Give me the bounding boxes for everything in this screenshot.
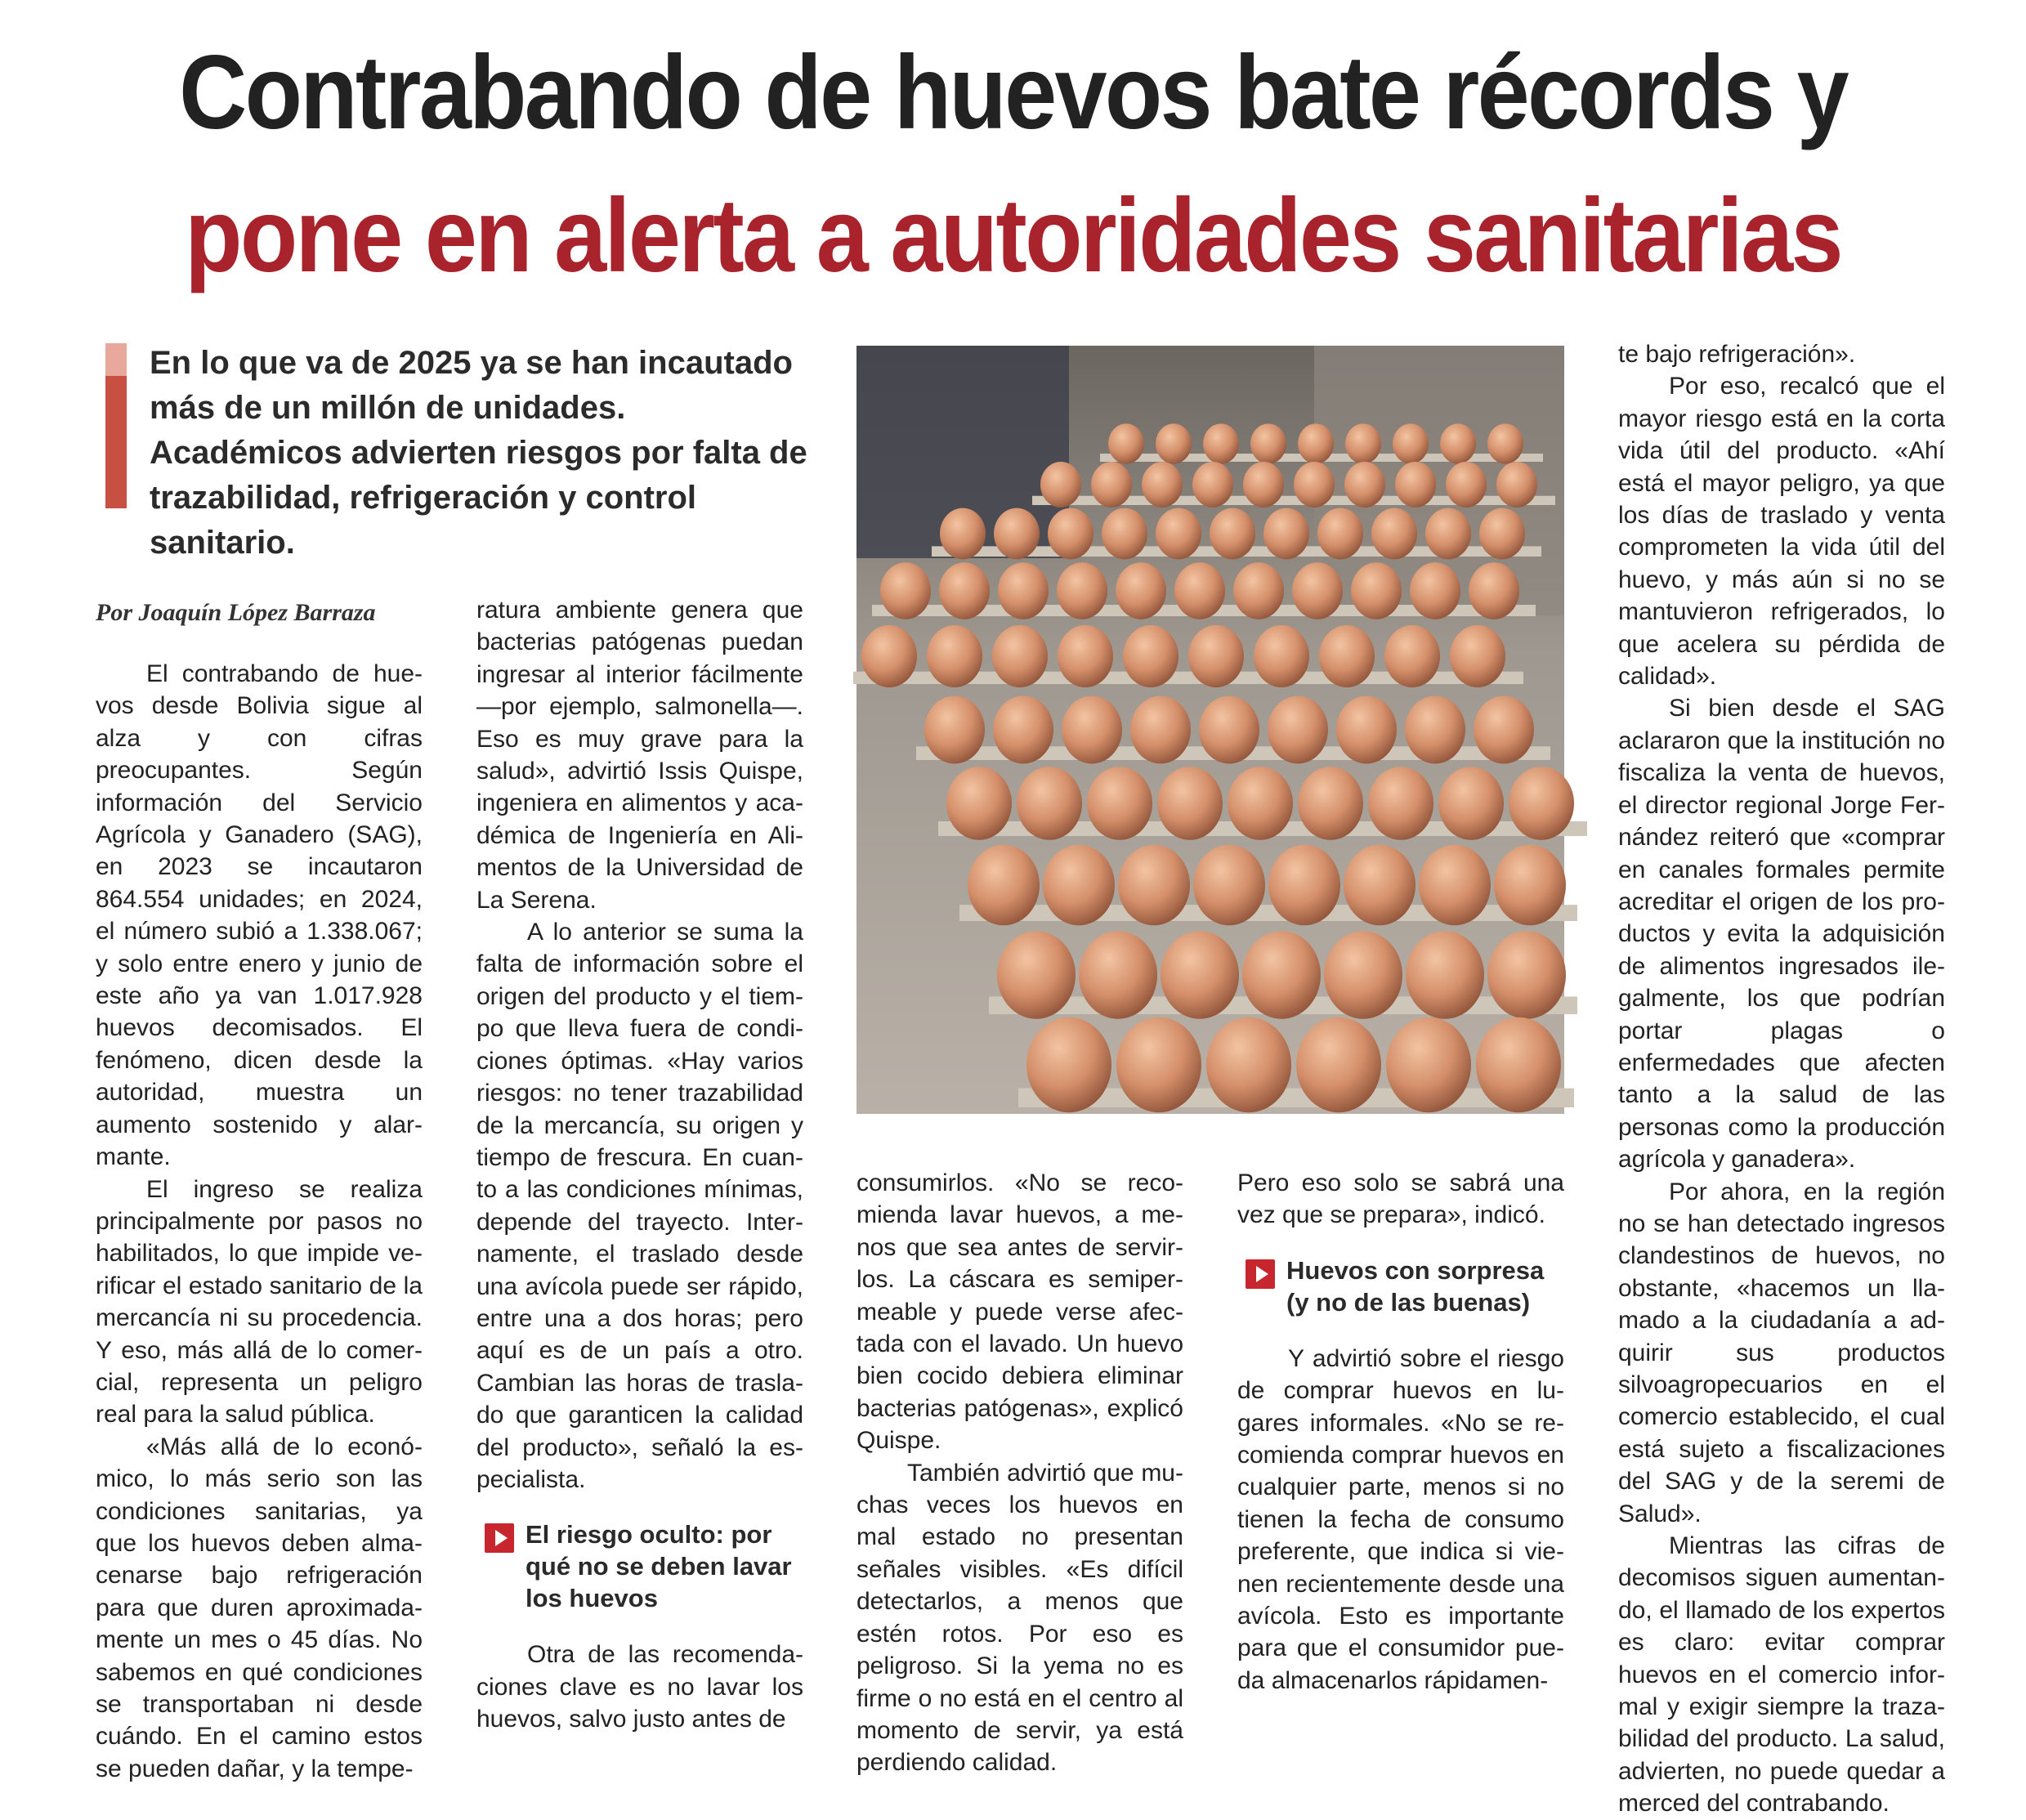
egg xyxy=(1048,508,1094,560)
egg xyxy=(927,625,982,687)
egg xyxy=(880,562,931,619)
paragraph: «Más allá de lo económico, lo más serio son las condiciones sanitarias, ya que los huevos deben almacenarse bajo refrigeración para que duren aproximadamente un mes o 45 días. No sabemos en qué condiciones se transportaban ni desde cuándo. En el camino estos se pueden dañar, y la tempe- xyxy=(96,1433,423,1782)
egg xyxy=(1268,845,1340,926)
egg xyxy=(1438,767,1504,840)
egg xyxy=(1157,767,1223,840)
paragraph: te bajo refrigeración». xyxy=(1618,341,1856,368)
egg xyxy=(1479,508,1525,560)
subheading-hidden-risk xyxy=(485,1518,803,1614)
egg xyxy=(1206,1017,1291,1112)
egg xyxy=(1174,562,1225,619)
egg xyxy=(1294,462,1335,508)
egg xyxy=(992,625,1048,687)
subheading-text: Huevos con sorpresa (y no de las buenas) xyxy=(1286,1255,1545,1317)
play-marker-icon xyxy=(485,1523,514,1553)
egg xyxy=(1440,423,1476,463)
egg xyxy=(940,508,986,560)
paragraph: ratura ambiente genera que bacterias patógenas puedan ingresar al interior fácilmente —por ejemplo, salmonella—. Eso es muy grave para la salud», advirtió Issis Quispe, ingeniera en alimentos y académica de Ingeniería en Alimentos de la Universidad de La Serena. xyxy=(476,597,803,914)
egg xyxy=(1192,462,1233,508)
egg xyxy=(1123,625,1178,687)
paragraph: Por eso, recalcó que el mayor riesgo está en la corta vida útil del producto. «Ahí está el mayor peligro, ya que los días de traslado y venta comprometen la vida útil del huevo, y más aún si no se mantuvieron refrigerados, lo que acelera su pérdida de calidad». xyxy=(1618,373,1945,691)
egg xyxy=(1254,625,1309,687)
egg xyxy=(1062,696,1122,764)
lede-accent-bar xyxy=(105,343,127,508)
paragraph: Pero eso solo se sabrá una vez que se prepara», indicó. xyxy=(1237,1169,1564,1229)
egg xyxy=(1345,423,1381,463)
egg xyxy=(968,845,1040,926)
paragraph: Por ahora, en la región no se han detectado ingresos clandestinos de huevos, no obstante, «hacemos un llamado a la ciudadanía a adquirir sus productos silvoagropecuarios en el comercio establecido, el cual está sujeto a fiscalizaciones del SAG y de la seremi de Salud». xyxy=(1618,1178,1945,1527)
lede-summary: En lo que va de 2025 ya se han incautado más de un millón de unidades. Académicos advierten riesgos por falta de trazabilidad, refrigeración y control sanitario. xyxy=(150,345,807,561)
egg xyxy=(1446,462,1487,508)
egg xyxy=(1079,931,1157,1019)
egg xyxy=(1496,462,1537,508)
egg xyxy=(946,767,1012,840)
egg xyxy=(924,696,985,764)
paragraph: Otra de las recomendaciones clave es no lavar los huevos, salvo justo antes de xyxy=(476,1641,803,1733)
egg xyxy=(1324,931,1402,1019)
egg xyxy=(1156,423,1192,463)
egg xyxy=(1043,845,1115,926)
article-column-2 xyxy=(476,594,803,1736)
egg xyxy=(1393,423,1429,463)
egg xyxy=(1419,845,1491,926)
egg xyxy=(1040,462,1081,508)
article-column-4 xyxy=(1237,1167,1564,1697)
egg xyxy=(1193,845,1265,926)
egg xyxy=(1242,931,1321,1019)
egg xyxy=(861,625,917,687)
egg xyxy=(1344,845,1416,926)
egg xyxy=(1199,696,1259,764)
egg xyxy=(993,696,1053,764)
egg xyxy=(1142,462,1183,508)
egg xyxy=(1263,508,1309,560)
egg xyxy=(1108,423,1144,463)
egg xyxy=(1344,462,1385,508)
egg xyxy=(1161,931,1239,1019)
paragraph: También advirtió que muchas veces los huevos en mal estado no presentan señales visibles. «Es difícil detectarlos, a menos que estén rotos. Por eso es peligroso. Si la yema no es firme o no está en el centro al momento de servir, ya está perdiendo calidad. xyxy=(856,1459,1183,1777)
egg xyxy=(1116,562,1166,619)
egg xyxy=(1091,462,1132,508)
egg xyxy=(998,562,1049,619)
egg xyxy=(1410,562,1460,619)
egg xyxy=(1292,562,1343,619)
article-column-3 xyxy=(856,1167,1183,1779)
egg xyxy=(1298,767,1363,840)
egg xyxy=(1058,625,1113,687)
egg xyxy=(1406,931,1484,1019)
egg xyxy=(1017,767,1082,840)
subheading-surprise-eggs xyxy=(1246,1254,1564,1318)
egg xyxy=(1296,1017,1381,1112)
headline-line-2: pone en alerta a autoridades sanitarias xyxy=(185,177,1841,294)
paragraph: A lo anterior se suma la falta de información sobre el origen del producto y el tiempo que lleva fuera de condiciones óptimas. «Hay varios riesgos: no tener trazabilidad de la mercancía, su origen y tiempo de frescura. En cuanto a las condiciones mínimas, depende del trayecto. Internamente, el traslado desde una avícola puede ser rápido, entre una a dos horas; pero aquí es de un país a otro. Cambian las horas de traslado que garanticen la calidad del producto», señaló la especialista. xyxy=(476,919,803,1493)
egg xyxy=(1368,767,1433,840)
egg xyxy=(1210,508,1255,560)
paragraph: El contrabando de huevos desde Bolivia sigue al alza y con cifras preocupantes. Según información del Servicio Agrícola y Ganadero (SAG), en 2023 se incautaron 864.554 unidades; en 2024, el número subió a 1.338.067; y solo entre enero y junio de este año ya van 1.017.928 huevos decomisados. El fenómeno, dicen desde la autoridad, muestra un aumento sostenido y alarmante. xyxy=(96,660,423,1171)
paragraph: El ingreso se realiza principalmente por pasos no habilitados, lo que impide verificar el estado sanitario de la mercancía ni su procedencia. Y eso, más allá de lo comercial, representa un peligro real para la salud pública. xyxy=(96,1175,423,1429)
egg xyxy=(1188,625,1244,687)
egg xyxy=(1228,767,1293,840)
egg xyxy=(1203,423,1239,463)
egg xyxy=(1057,562,1107,619)
egg xyxy=(1156,508,1201,560)
egg xyxy=(1130,696,1191,764)
egg xyxy=(939,562,990,619)
egg xyxy=(1298,423,1334,463)
egg xyxy=(1509,767,1574,840)
egg xyxy=(1268,696,1328,764)
egg xyxy=(1087,767,1152,840)
egg xyxy=(1336,696,1397,764)
egg xyxy=(1384,625,1440,687)
egg xyxy=(1116,1017,1201,1112)
egg xyxy=(1250,423,1286,463)
paragraph: Y advirtió sobre el riesgo de comprar huevos en lugares informales. «No se recomienda comprar huevos en cualquier parte, menos si no tienen la fecha de consumo preferente, que indica si vienen recientemente desde una avícola. Esto es importante para que el consumidor pueda almacenarlos rápidamen- xyxy=(1237,1344,1564,1694)
headline-line-1: Contrabando de huevos bate récords y xyxy=(179,34,1847,151)
egg xyxy=(1243,462,1284,508)
egg-trays-photo xyxy=(856,346,1564,1114)
play-marker-icon xyxy=(1246,1259,1275,1289)
egg xyxy=(1469,562,1519,619)
subheading-text: El riesgo oculto: por qué no se deben lavar los huevos xyxy=(526,1520,792,1613)
egg xyxy=(1371,508,1417,560)
egg xyxy=(1476,1017,1561,1112)
article-column-5 xyxy=(1618,338,1945,1820)
egg xyxy=(1026,1017,1111,1112)
egg xyxy=(1487,423,1523,463)
egg xyxy=(1425,508,1471,560)
paragraph: consumirlos. «No se recomienda lavar huevos, a menos que sea antes de servirlos. La cáscara es semipermeable y puede verse afectada con el lavado. Un huevo bien cocido debiera eliminar bacterias patógenas», explicó Quispe. xyxy=(856,1169,1183,1455)
egg xyxy=(1405,696,1465,764)
egg xyxy=(1474,696,1534,764)
egg xyxy=(1386,1017,1471,1112)
egg xyxy=(1450,625,1505,687)
egg xyxy=(1102,508,1147,560)
egg xyxy=(1395,462,1436,508)
egg xyxy=(1487,931,1566,1019)
egg xyxy=(1494,845,1566,926)
article-column-1 xyxy=(96,658,423,1785)
egg xyxy=(994,508,1040,560)
paragraph: Mientras las cifras de decomisos siguen aumentando, el llamado de los expertos es claro: evitar comprar huevos en el comercio informal y exigir siempre la trazabilidad del producto. La salud, advierten, no puede quedar a merced del contrabando. xyxy=(1618,1532,1945,1818)
egg xyxy=(1317,508,1363,560)
paragraph: Si bien desde el SAG aclararon que la institución no fiscaliza la venta de huevos, el director regional Jorge Fernández reiteró que «comprar en canales formales permite acreditar el origen de los productos y evita la adquisición de alimentos ingresados ilegalmente, los que podrían portar plagas o enfermedades que afecten tanto a la salud de las personas como la producción agrícola y ganadera». xyxy=(1618,695,1945,1174)
byline: Por Joaquín López Barraza xyxy=(96,599,376,626)
egg xyxy=(1319,625,1375,687)
egg xyxy=(1351,562,1402,619)
egg xyxy=(1233,562,1284,619)
egg xyxy=(997,931,1076,1019)
egg xyxy=(1118,845,1190,926)
